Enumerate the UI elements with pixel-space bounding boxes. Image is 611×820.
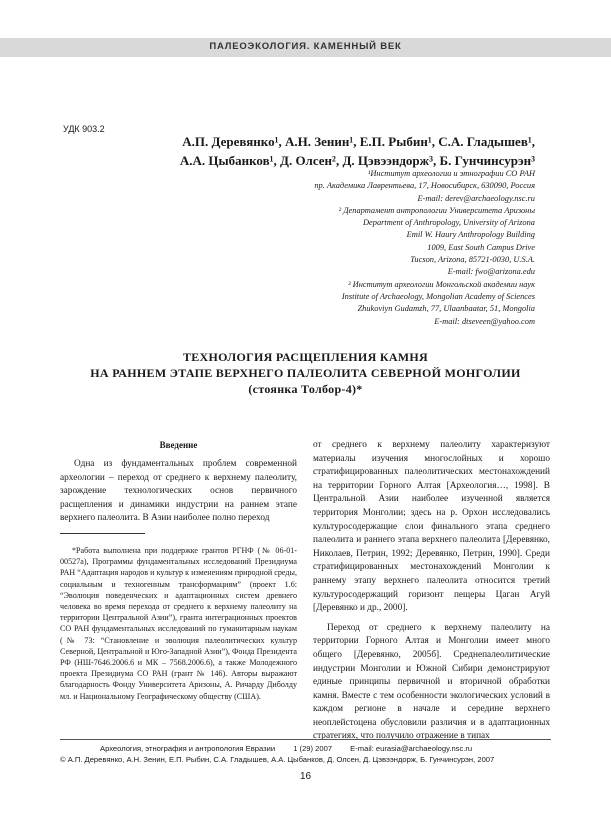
affiliation-line: пр. Академика Лаврентьева, 17, Новосибирск, 630090, Россия [314,181,535,191]
funding-footnote: *Работа выполнена при поддержке грантов РГНФ (№ 06-01-00527а), Программы фундаментальных исследований Президиума РАН “Адаптация народов и культур к изменениям природной среды, социальным и техногенным трансформациям” (проект 1.6: “Эволюция поведенческих и адаптационных систем древнего человека во время перехода от среднего к верхнему палеолиту на территории Центральной Азии”), гранта интеграционных проектов СО РАН фундаментальных исследований по гуманитарным наукам (№ 73: “Становление и эволюция палеолитических культур Северной, Центральной и Юго-Западной Азии”), Фонда Президента РФ (НШ-7646.2006.6 и МК – 7568.2006.6), а также Молодежного проекта Президиума СО РАН (грант № 146). Авторы выражают благодарность Фонду Университета Аризоны, А. Ричарду Диболду мл. и Национальному Географическому обществу (США). [60,546,297,701]
section-banner-text: ПАЛЕОЭКОЛОГИЯ. КАМЕННЫЙ ВЕК [209,41,402,52]
article-title-line-1: ТЕХНОЛОГИЯ РАСЩЕПЛЕНИЯ КАМНЯ [182,350,429,364]
journal-issue: 1 (29) 2007 [293,744,333,753]
author-line-2: А.А. Цыбанков¹, Д. Олсен², Д. Цэвээндорж³, Б. Гунчинсурэн³ [179,153,535,168]
article-title-line-3: (стоянка Толбор-4)* [248,382,363,396]
body-paragraph: Переход от среднего к верхнему палеолиту на территории Горного Алтая и Монголии имеет много общего [Деревянко, 2005б]. Среднепалеолитические индустрии Монголии и Южной Сибири демонстрируют единые принципы первичной и вторичной обработки камня. Вместе с тем особенности экологических условий в каждом регионе в начале и середине верхнего неоплейстоцена обусловили различия и в адаптационных стратегиях, что получило отражение в типах [313,622,550,742]
journal-name: Археология, этнография и антропология Евразии [100,744,276,753]
journal-email: E-mail: eurasia@archaeology.nsc.ru [350,744,473,753]
affiliation-email: E-mail: dtseveen@yahoo.com [434,316,535,326]
right-column [313,439,550,744]
affiliation-line: ¹Институт археологии и этнографии СО РАН [367,169,535,178]
author-line-1: А.П. Деревянко¹, А.Н. Зенин¹, Е.П. Рыбин¹, С.А. Гладышев¹, [182,134,535,149]
affiliation-line: Institute of Archaeology, Mongolian Academy of Sciences [341,291,535,301]
copyright-line: © А.П. Деревянко, А.Н. Зенин, Е.П. Рыбин, С.А. Гладышев, А.А. Цыбанков, Д. Олсен, Д. Цэвээндорж, Б. Гунчинсурэн, 2007 [60,755,495,764]
affiliation-line: Department of Anthropology, University of Arizona [363,218,535,228]
affiliation-email: E-mail: derev@archaeology.nsc.ru [417,193,535,203]
footnote-divider [60,533,145,534]
right-column-text [313,439,550,744]
affiliation-line: Tucson, Arizona, 85721-0030, U.S.A. [410,255,535,265]
affiliation-line: ² Департамент антропологии Университета Аризоны [338,205,535,215]
page-number: 16 [299,771,312,782]
article-title-line-2: НА РАННЕМ ЭТАПЕ ВЕРХНЕГО ПАЛЕОЛИТА СЕВЕРНОЙ МОНГОЛИИ [90,366,521,380]
affiliation-line: ³ Институт археологии Монгольской академии наук [348,279,535,289]
article-title [60,349,551,397]
journal-footer [60,743,551,765]
footer-divider [60,739,551,740]
udk-code: УДК 903.2 [63,124,105,134]
affiliation-line: Emil W. Haury Anthropology Building [406,230,535,240]
body-paragraph: Одна из фундаментальных проблем современной археологии – переход от среднего к верхнему палеолиту, зарождение технологических основ первичного расщепления и динамики индустрии на раннем этапе верхнего палеолита. В Азии наиболее полно переход [60,459,297,524]
affiliation-email: E-mail: fwo@arizona.edu [447,267,535,277]
affiliation-line: Zhukoviyn Gudamzh, 77, Ulaanbaatar, 51, Mongolia [357,304,535,314]
left-column-text [60,458,297,526]
journal-info-row [60,743,551,754]
left-column [60,440,297,526]
affiliation-line: 1009, East South Campus Drive [427,242,535,252]
section-banner [0,38,611,57]
section-heading: Введение [159,440,198,450]
author-list [115,132,535,170]
affiliations [175,168,535,328]
body-paragraph: от среднего к верхнему палеолиту характеризуют материалы изучения многослойных и хорошо стратифицированных палеолитических местонахождений на территории Горного Алтая [Археология…, 1998]. В Центральной Азии наиболее изученной является территория Монголии; здесь на р. Орхон исследовались культуросодержащие слои финального этапа среднего палеолита и раннего этапа верхнего палеолита [Деревянко, Николаев, Петрин, 1992; Деревянко, Петрин, 1990]. Среди стратифицированных местонахождений Монголии к раннему этапу верхнего палеолита относится третий культуросодержащий горизонт пещеры Цаган Агуй [Деревянко и др., 2000]. [313,440,550,614]
